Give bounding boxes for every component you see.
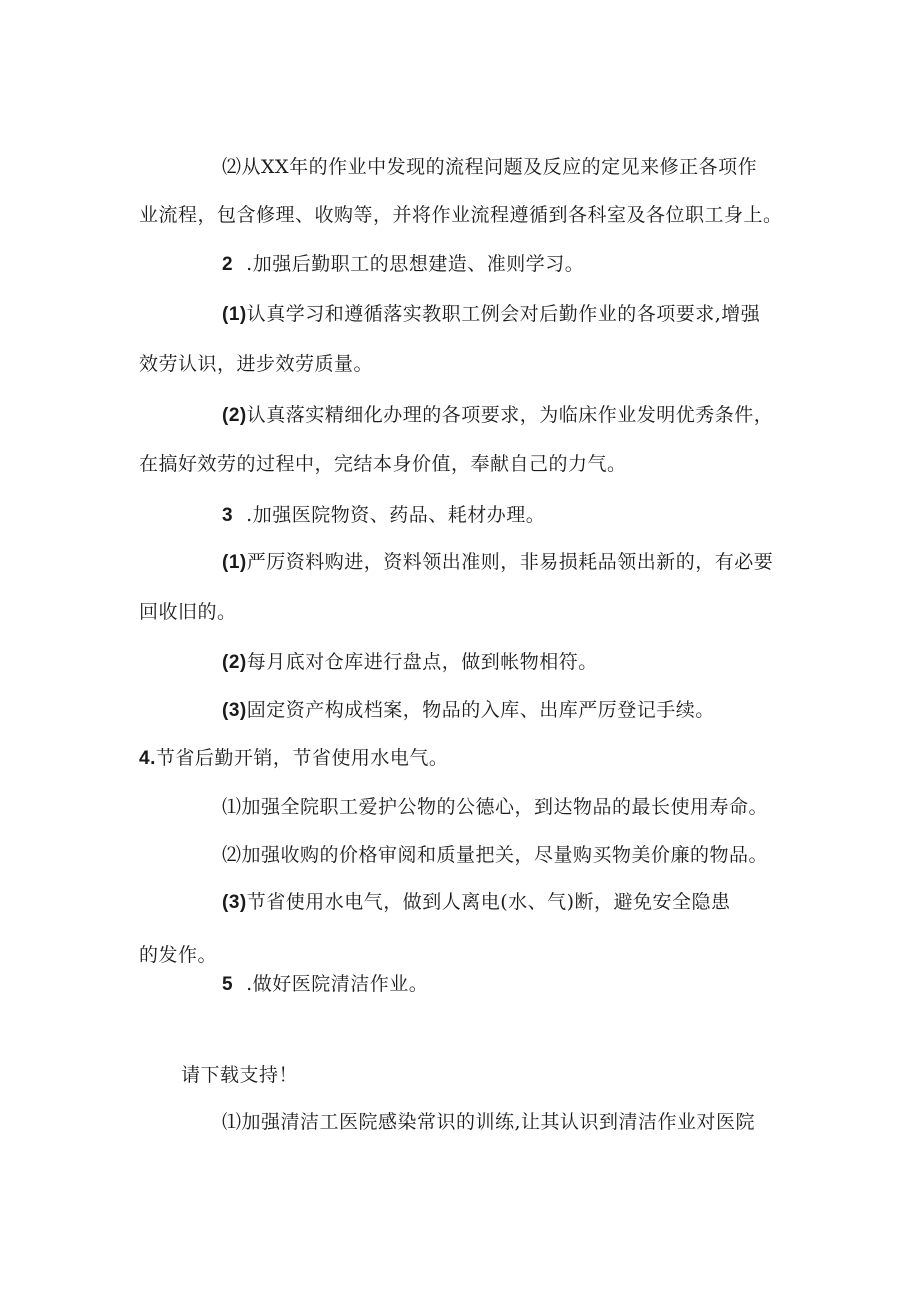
item-number: (2) [222, 652, 247, 673]
section-number: 5 [222, 974, 234, 995]
item-number: ⑴ [222, 1111, 242, 1133]
line-text: 业流程，包含修理、收购等，并将作业流程遵循到各科室及各位职工身上。 [139, 204, 783, 226]
line-text: 认真落实精细化办理的各项要求，为临床作业发明优秀条件， [246, 404, 774, 426]
line-text: 认真学习和遵循落实教职工例会对后勤作业的各项要求,增强 [246, 303, 761, 325]
paragraph-line [139, 943, 217, 967]
paragraph-line [139, 203, 783, 227]
paragraph-line [222, 698, 715, 723]
line-text: 加强收购的价格审阅和质量把关，尽量购买物美价廉的物品。 [241, 844, 769, 866]
section-heading [222, 252, 584, 277]
paragraph-line [222, 843, 768, 867]
section-number: 4. [139, 748, 156, 769]
line-text: 请下载支持！ [181, 1064, 299, 1086]
paragraph-line [222, 155, 757, 179]
line-text: 从XX年的作业中发现的流程问题及反应的定见来修正各项作 [241, 156, 758, 178]
download-prompt [181, 1063, 298, 1087]
item-number: (1) [222, 552, 247, 573]
line-text: 效劳认识，进步效劳质量。 [139, 353, 374, 375]
item-number: (3) [222, 700, 247, 721]
line-text: 每月底对仓库进行盘点，做到帐物相符。 [246, 651, 598, 673]
section-title: .做好医院清洁作业。 [246, 973, 429, 995]
paragraph-line [222, 795, 768, 819]
paragraph-line [222, 890, 731, 915]
section-number: 3 [222, 505, 234, 526]
item-number: ⑵ [222, 156, 242, 178]
line-text: 固定资产构成档案，物品的入库、出库严厉登记手续。 [246, 699, 715, 721]
section-title: .加强医院物资、药品、耗材办理。 [246, 504, 546, 526]
line-text: 加强清洁工医院感染常识的训练,让其认识到清洁作业对医院 [241, 1111, 756, 1133]
paragraph-line [222, 302, 760, 327]
line-text: 节省使用水电气，做到人离电(水、气)断，避免安全隐患 [246, 891, 731, 913]
paragraph-line [139, 352, 373, 376]
line-text: 加强全院职工爱护公物的公德心，到达物品的最长使用寿命。 [241, 796, 769, 818]
section-heading [139, 746, 448, 771]
item-number: ⑵ [222, 844, 242, 866]
section-title: .加强后勤职工的思想建造、准则学习。 [246, 253, 585, 275]
line-text: 在搞好效劳的过程中，完结本身价值，奉献自己的力气。 [139, 453, 627, 475]
item-number: ⑴ [222, 796, 242, 818]
paragraph-line [222, 403, 773, 428]
paragraph-line [222, 650, 598, 675]
paragraph-line [222, 550, 773, 575]
paragraph-line [139, 600, 237, 624]
line-text: 严厉资料购进，资料领出准则，非易损耗品领出新的，有必要 [246, 551, 774, 573]
section-title: 节省后勤开销，节省使用水电气。 [155, 747, 449, 769]
line-text: 回收旧的。 [139, 601, 237, 623]
section-heading [222, 972, 428, 997]
paragraph-line [139, 452, 627, 476]
line-text: 的发作。 [139, 944, 218, 966]
paragraph-line [222, 1110, 755, 1134]
item-number: (1) [222, 304, 247, 325]
item-number: (3) [222, 892, 247, 913]
item-number: (2) [222, 405, 247, 426]
section-number: 2 [222, 254, 234, 275]
section-heading [222, 503, 545, 528]
